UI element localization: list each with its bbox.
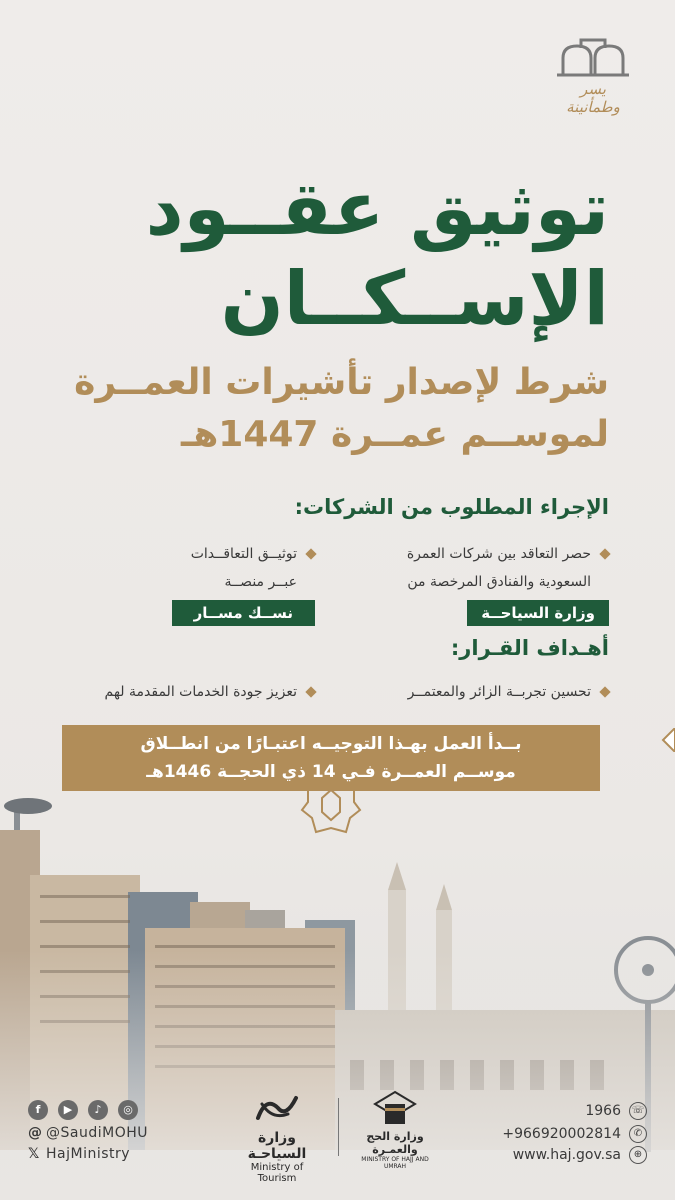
handle-text: HajMinistry xyxy=(46,1146,131,1162)
contact-row[interactable] xyxy=(585,1102,647,1120)
goal-item-text: تعزيز جودة الخدمات المقدمة لهم xyxy=(104,684,297,700)
diamond-bullet-icon xyxy=(305,686,316,697)
goal-item-quality xyxy=(55,678,315,706)
contact-text: +966920002814 xyxy=(502,1126,621,1142)
contact-row[interactable] xyxy=(513,1146,647,1164)
contact-text: 1966 xyxy=(585,1103,621,1119)
contact-text: www.haj.gov.sa xyxy=(512,1147,621,1163)
globe-icon: ⊕ xyxy=(629,1146,647,1164)
x-icon: 𝕏 xyxy=(28,1146,40,1162)
instagram-icon[interactable]: ◎ xyxy=(118,1100,138,1120)
procedure-item-text: السعودية والفنادق المرخصة من xyxy=(407,574,591,590)
diamond-bullet-icon xyxy=(599,686,610,697)
notice-line-1: بــدأ العمل بهـذا التوجيــه اعتبـارًا من انطــلاق xyxy=(140,734,522,754)
social-icons xyxy=(28,1100,138,1120)
phone-icon: ☏ xyxy=(629,1102,647,1120)
diamond-bullet-icon xyxy=(305,548,316,559)
arches-icon xyxy=(555,38,631,78)
youtube-icon[interactable]: ▶ xyxy=(58,1100,78,1120)
tourism-name-en: Ministry of Tourism xyxy=(250,1162,304,1184)
islamic-star-ornament-icon xyxy=(300,776,362,836)
procedure-item-nusuk xyxy=(85,540,315,628)
at-icon: @ xyxy=(28,1125,43,1141)
brand-logo xyxy=(555,38,631,116)
procedure-item-text: حصر التعاقد بين شركات العمرة xyxy=(406,546,591,562)
procedure-item-hotels xyxy=(359,540,609,628)
hajj-name-en: MINISTRY OF HAJJ AND UMRAH xyxy=(361,1156,429,1170)
facebook-icon[interactable]: f xyxy=(28,1100,48,1120)
goal-item-text: تحسين تجربــة الزائر والمعتمــر xyxy=(407,684,591,700)
goal-item-experience xyxy=(359,678,609,706)
call-icon: ✆ xyxy=(629,1125,647,1143)
nusuk-masar-chip: نســك مســار xyxy=(172,600,315,626)
diamond-bullet-icon xyxy=(599,548,610,559)
handle-row[interactable] xyxy=(28,1146,130,1162)
hajj-name-ar: وزارة الحج والعمـرة xyxy=(366,1130,424,1156)
tourism-name-ar: وزارة السياحـة xyxy=(247,1130,307,1162)
corner-decoration-icon xyxy=(659,728,675,752)
logo-divider xyxy=(338,1098,339,1156)
ministry-of-tourism-chip: وزارة السياحــة xyxy=(467,600,609,626)
procedure-heading: الإجراء المطلوب من الشركات: xyxy=(294,495,609,519)
goals-heading: أهـداف القـرار: xyxy=(450,636,609,660)
subtitle-line-2: لموســم عمــرة 1447هـ xyxy=(181,414,609,455)
page-title-line-2: الإســكــان xyxy=(220,256,609,342)
ministry-of-hajj-logo xyxy=(350,1090,440,1170)
tiktok-icon[interactable]: ♪ xyxy=(88,1100,108,1120)
tourism-calligraphy-icon xyxy=(252,1090,302,1126)
subtitle-line-1: شرط لإصدار تأشيرات العمــرة xyxy=(74,362,609,403)
contact-row[interactable] xyxy=(502,1125,647,1143)
ministry-of-tourism-logo xyxy=(232,1090,322,1184)
footer xyxy=(0,1090,675,1200)
procedure-item-text: توثيــق التعاقــدات xyxy=(190,546,297,562)
procedure-item-text: عبــر منصــة xyxy=(224,574,297,590)
handle-row[interactable] xyxy=(28,1125,148,1141)
page-title-line-1: توثيق عقــود xyxy=(145,166,609,252)
brand-tagline: يسر وطمأنينة xyxy=(566,80,620,116)
notice-line-2: موســم العمــرة فـي 14 ذي الحجــة 1446هـ xyxy=(146,762,516,782)
kaaba-icon xyxy=(373,1090,417,1126)
handle-text: @SaudiMOHU xyxy=(46,1125,148,1141)
